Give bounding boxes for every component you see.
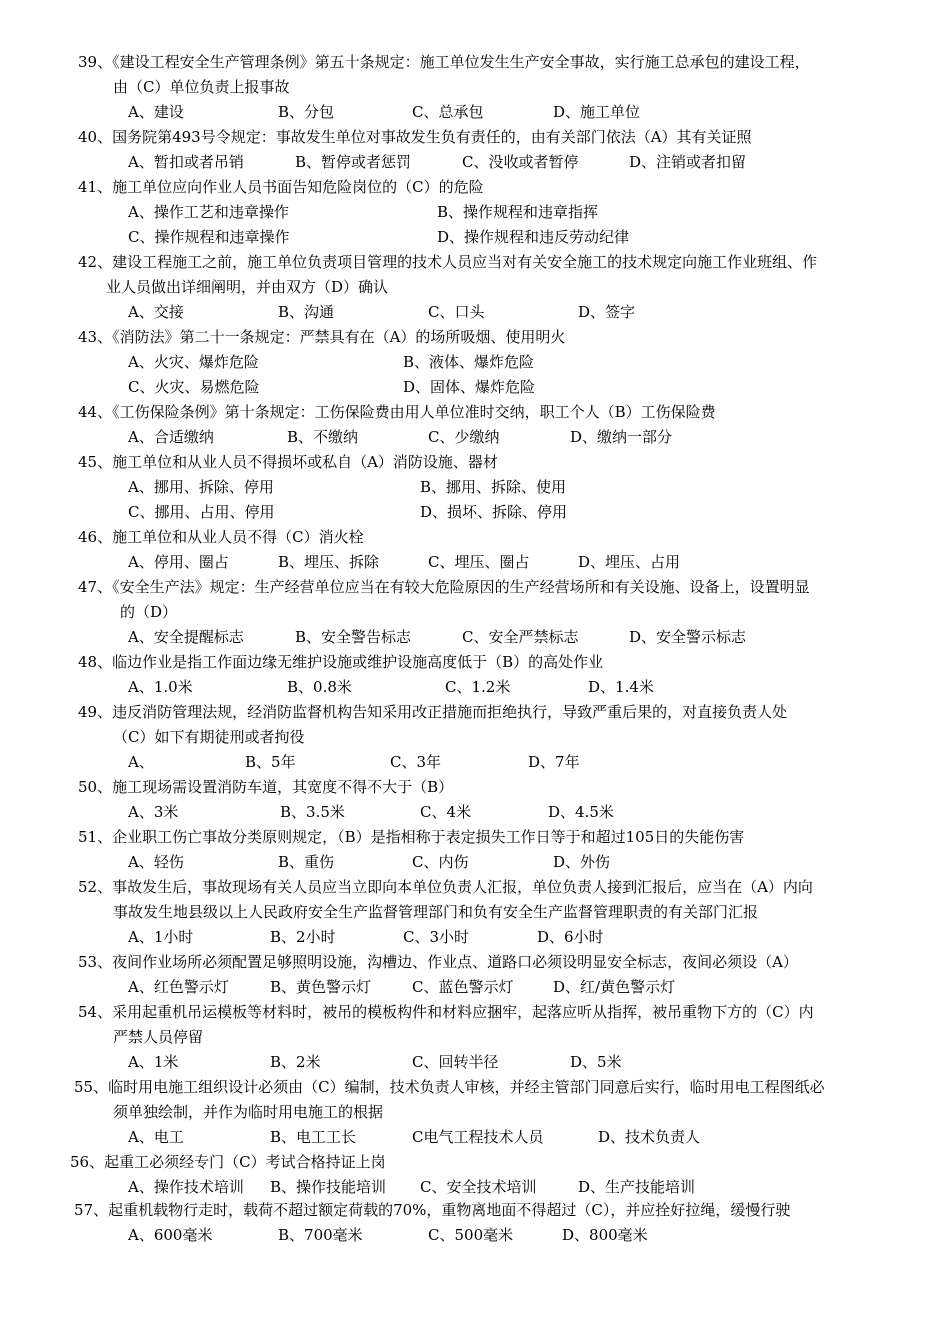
option-55-c: C电气工程技术人员 xyxy=(412,1128,544,1146)
question-55-cont: 须单独绘制，并作为临时用电施工的根据 xyxy=(113,1103,384,1121)
question-42-cont: 业人员做出详细阐明，并由双方（D）确认 xyxy=(106,278,389,296)
option-48-b: B、0.8米 xyxy=(287,678,352,696)
option-51-b: B、重伤 xyxy=(278,853,335,871)
option-39-c: C、总承包 xyxy=(412,103,484,121)
option-52-c: C、3小时 xyxy=(403,928,470,946)
option-48-a: A、1.0米 xyxy=(128,678,193,696)
question-48: 48、临边作业是指工作面边缘无维护设施或维护设施高度低于（B）的高处作业 xyxy=(78,653,604,671)
option-41-b: B、操作规程和违章指挥 xyxy=(437,203,599,221)
option-56-b: B、操作技能培训 xyxy=(270,1178,387,1196)
question-53: 53、夜间作业场所必须配置足够照明设施，沟槽边、作业点、道路口必须设明显安全标志，夜间必须设（A） xyxy=(78,953,798,971)
option-49-b: B、5年 xyxy=(245,753,296,771)
option-50-c: C、4米 xyxy=(420,803,472,821)
option-39-d: D、施工单位 xyxy=(553,103,641,121)
option-53-a: A、红色警示灯 xyxy=(128,978,229,996)
option-56-c: C、安全技术培训 xyxy=(420,1178,537,1196)
question-44: 44、《工伤保险条例》第十条规定：工伤保险费由用人单位准时交纳，职工个人（B）工伤保险费 xyxy=(78,403,716,421)
option-45-b: B、挪用、拆除、使用 xyxy=(420,478,567,496)
question-42: 42、建设工程施工之前，施工单位负责项目管理的技术人员应当对有关安全施工的技术规定向施工作业班组、作 xyxy=(78,253,818,271)
option-42-a: A、交接 xyxy=(128,303,184,321)
option-44-b: B、不缴纳 xyxy=(287,428,359,446)
option-49-a: A、 xyxy=(128,753,154,771)
option-54-b: B、2米 xyxy=(270,1053,321,1071)
option-41-d: D、操作规程和违反劳动纪律 xyxy=(437,228,630,246)
question-52-cont: 事故发生地县级以上人民政府安全生产监督管理部门和负有安全生产监督管理职责的有关部门汇报 xyxy=(113,903,759,921)
option-56-d: D、生产技能培训 xyxy=(578,1178,696,1196)
option-57-c: C、500毫米 xyxy=(428,1226,514,1244)
option-46-c: C、埋压、圈占 xyxy=(428,553,530,571)
option-55-b: B、电工工长 xyxy=(270,1128,357,1146)
option-45-d: D、损坏、拆除、停用 xyxy=(420,503,568,521)
option-52-b: B、2小时 xyxy=(270,928,336,946)
option-44-a: A、合适缴纳 xyxy=(128,428,214,446)
option-52-d: D、6小时 xyxy=(537,928,604,946)
option-46-d: D、埋压、占用 xyxy=(578,553,681,571)
option-57-b: B、700毫米 xyxy=(278,1226,363,1244)
option-46-b: B、埋压、拆除 xyxy=(278,553,380,571)
option-48-d: D、1.4米 xyxy=(588,678,654,696)
question-56: 56、起重工必须经专门（C）考试合格持证上岗 xyxy=(70,1153,386,1171)
option-50-b: B、3.5米 xyxy=(280,803,345,821)
option-45-c: C、挪用、占用、停用 xyxy=(128,503,275,521)
option-53-c: C、蓝色警示灯 xyxy=(412,978,514,996)
question-47: 47、《安全生产法》规定：生产经营单位应当在有较大危险原因的生产经营场所和有关设施、设备上，设置明显 xyxy=(78,578,810,596)
option-40-b: B、暂停或者惩罚 xyxy=(295,153,412,171)
question-49: 49、违反消防管理法规，经消防监督机构告知采用改正措施而拒绝执行，导致严重后果的，对直接负责人处 xyxy=(78,703,788,721)
option-46-a: A、停用、圈占 xyxy=(128,553,229,571)
question-40: 40、国务院第493号令规定：事故发生单位对事故发生负有责任的，由有关部门依法（A）其有关证照 xyxy=(78,128,752,146)
option-47-a: A、安全提醒标志 xyxy=(128,628,244,646)
option-49-c: C、3年 xyxy=(390,753,442,771)
option-50-d: D、4.5米 xyxy=(548,803,614,821)
option-50-a: A、3米 xyxy=(128,803,179,821)
question-54-cont: 严禁人员停留 xyxy=(113,1028,204,1046)
option-49-d: D、7年 xyxy=(528,753,580,771)
option-42-c: C、口头 xyxy=(428,303,485,321)
option-41-c: C、操作规程和违章操作 xyxy=(128,228,290,246)
option-47-d: D、安全警示标志 xyxy=(629,628,747,646)
option-39-a: A、建设 xyxy=(128,103,184,121)
option-43-d: D、固体、爆炸危险 xyxy=(403,378,536,396)
question-46: 46、施工单位和从业人员不得（C）消火栓 xyxy=(78,528,364,546)
question-51: 51、企业职工伤亡事故分类原则规定，（B）是指相称于表定损失工作日等于和超过105日的失能伤害 xyxy=(78,828,745,846)
option-51-c: C、内伤 xyxy=(412,853,469,871)
question-54: 54、采用起重机吊运模板等材料时，被吊的模板构件和材料应捆牢，起落应听从指挥，被吊重物下方的（C）内 xyxy=(78,1003,814,1021)
option-40-a: A、暂扣或者吊销 xyxy=(128,153,244,171)
option-40-d: D、注销或者扣留 xyxy=(629,153,747,171)
option-55-a: A、电工 xyxy=(128,1128,184,1146)
option-47-c: C、安全严禁标志 xyxy=(462,628,579,646)
option-44-c: C、少缴纳 xyxy=(428,428,500,446)
question-39-cont: 由（C）单位负责上报事故 xyxy=(113,78,290,96)
option-41-a: A、操作工艺和违章操作 xyxy=(128,203,289,221)
question-41: 41、施工单位应向作业人员书面告知危险岗位的（C）的危险 xyxy=(78,178,484,196)
option-43-b: B、液体、爆炸危险 xyxy=(403,353,535,371)
question-43: 43、《消防法》第二十一条规定：严禁具有在（A）的场所吸烟、使用明火 xyxy=(78,328,566,346)
option-40-c: C、没收或者暂停 xyxy=(462,153,579,171)
option-53-d: D、红/黄色警示灯 xyxy=(553,978,676,996)
option-56-a: A、操作技术培训 xyxy=(128,1178,244,1196)
option-54-d: D、5米 xyxy=(570,1053,622,1071)
option-54-c: C、回转半径 xyxy=(412,1053,499,1071)
option-55-d: D、技术负责人 xyxy=(598,1128,701,1146)
question-57: 57、起重机载物行走时，载荷不超过额定荷载的70%，重物离地面不得超过（C），并应拴好拉绳，缓慢行驶 xyxy=(74,1201,791,1219)
option-51-d: D、外伤 xyxy=(553,853,611,871)
option-45-a: A、挪用、拆除、停用 xyxy=(128,478,274,496)
option-47-b: B、安全警告标志 xyxy=(295,628,412,646)
option-52-a: A、1小时 xyxy=(128,928,194,946)
option-57-a: A、600毫米 xyxy=(128,1226,213,1244)
option-39-b: B、分包 xyxy=(278,103,335,121)
option-43-c: C、火灾、易燃危险 xyxy=(128,378,260,396)
question-50: 50、施工现场需设置消防车道，其宽度不得不大于（B） xyxy=(78,778,454,796)
option-42-d: D、签字 xyxy=(578,303,636,321)
question-47-cont: 的（D） xyxy=(120,603,178,621)
question-39: 39、《建设工程安全生产管理条例》第五十条规定：施工单位发生生产安全事故，实行施工总承包的建设工程， xyxy=(78,53,810,71)
question-55: 55、临时用电施工组织设计必须由（C）编制，技术负责人审核，并经主管部门同意后实行，临时用电工程图纸必 xyxy=(74,1078,825,1096)
option-48-c: C、1.2米 xyxy=(445,678,511,696)
question-52: 52、事故发生后，事故现场有关人员应当立即向本单位负责人汇报，单位负责人接到汇报后，应当在（A）内向 xyxy=(78,878,813,896)
option-54-a: A、1米 xyxy=(128,1053,179,1071)
question-45: 45、施工单位和从业人员不得损坏或私自（A）消防设施、器材 xyxy=(78,453,498,471)
option-43-a: A、火灾、爆炸危险 xyxy=(128,353,259,371)
question-49-cont: （C）如下有期徒刑或者拘役 xyxy=(113,728,305,746)
option-44-d: D、缴纳一部分 xyxy=(570,428,673,446)
option-53-b: B、黄色警示灯 xyxy=(270,978,372,996)
option-51-a: A、轻伤 xyxy=(128,853,184,871)
option-42-b: B、沟通 xyxy=(278,303,335,321)
option-57-d: D、800毫米 xyxy=(562,1226,648,1244)
